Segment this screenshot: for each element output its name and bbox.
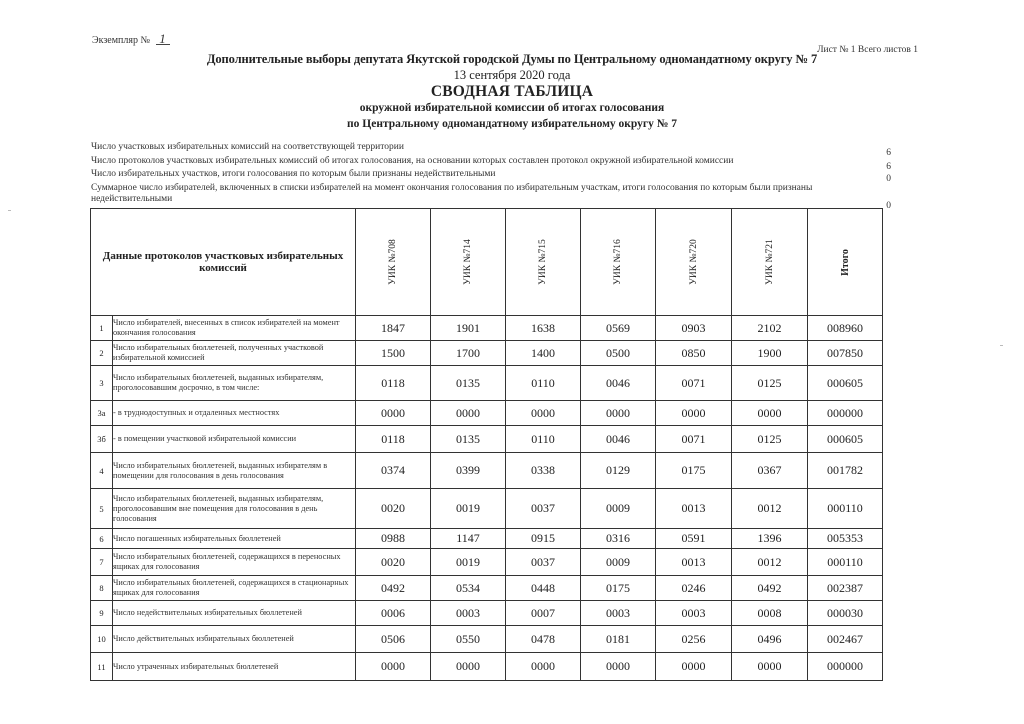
value-cell: 0012 — [732, 549, 808, 576]
value-cell: 0009 — [581, 489, 656, 529]
value-cell: 0003 — [431, 601, 506, 626]
row-label: Число избирательных бюллетеней, содержащихся в стационарных ящиках для голосования — [113, 576, 356, 601]
total-cell: 000030 — [808, 601, 883, 626]
value-cell: 0046 — [581, 366, 656, 401]
value-cell: 0007 — [506, 601, 581, 626]
results-table — [90, 208, 883, 681]
document-subtitle-1: окружной избирательной комиссии об итогах голосования — [359, 102, 665, 114]
value-cell: 0000 — [732, 653, 808, 681]
value-cell: 0591 — [656, 529, 732, 549]
table-row — [91, 653, 883, 681]
row-number: 11 — [91, 653, 113, 681]
table-row — [91, 426, 883, 453]
value-cell: 0000 — [506, 401, 581, 426]
summary-label: Число участковых избирательных комиссий на соответствующей территории — [91, 142, 404, 152]
value-cell: 0000 — [356, 401, 431, 426]
column-header-label: УИК №714 — [463, 239, 473, 285]
table-row — [91, 489, 883, 529]
table-row — [91, 576, 883, 601]
value-cell: 0256 — [656, 626, 732, 653]
summary-line-3 — [91, 169, 891, 184]
column-header-label: УИК №715 — [538, 239, 548, 285]
table-header-row — [91, 209, 883, 316]
column-header-label: УИК №716 — [613, 239, 623, 285]
value-cell: 0000 — [581, 401, 656, 426]
row-number: 3а — [91, 401, 113, 426]
summary-value: 0 — [886, 201, 891, 211]
column-header-label: УИК №708 — [388, 239, 398, 285]
value-cell: 0000 — [506, 653, 581, 681]
column-header-uik-708 — [356, 209, 431, 316]
sheet-info: Лист № 1 Всего листов 1 — [817, 45, 918, 55]
value-cell: 1700 — [431, 341, 506, 366]
row-number: 10 — [91, 626, 113, 653]
value-cell: 0246 — [656, 576, 732, 601]
value-cell: 0003 — [656, 601, 732, 626]
value-cell: 1900 — [732, 341, 808, 366]
value-cell: 0000 — [431, 653, 506, 681]
summary-line-2 — [91, 156, 891, 172]
value-cell: 0110 — [506, 426, 581, 453]
value-cell: 0009 — [581, 549, 656, 576]
value-cell: 0915 — [506, 529, 581, 549]
summary-label: Число избирательных участков, итоги голосования по которым были признаны недействительными — [91, 169, 496, 179]
value-cell: 0037 — [506, 489, 581, 529]
row-label: - в труднодоступных и отдаленных местностях — [113, 401, 356, 426]
value-cell: 0181 — [581, 626, 656, 653]
value-cell: 0000 — [581, 653, 656, 681]
value-cell: 1400 — [506, 341, 581, 366]
row-number: 9 — [91, 601, 113, 626]
value-cell: 0046 — [581, 426, 656, 453]
row-label: Число погашенных избирательных бюллетеней — [113, 529, 356, 549]
table-row — [91, 529, 883, 549]
value-cell: 0175 — [581, 576, 656, 601]
value-cell: 0506 — [356, 626, 431, 653]
row-label: Число избирательных бюллетеней, выданных избирателям, проголосовавшим досрочно, в том числе: — [113, 366, 356, 401]
table-row — [91, 453, 883, 489]
column-header-label: УИК №720 — [688, 239, 699, 285]
summary-label: Число протоколов участковых избирательных комиссий об итогах голосования, на основании которых составлен протокол окружной избирательной комиссии — [91, 156, 734, 166]
value-cell: 0110 — [506, 366, 581, 401]
total-cell: 000605 — [808, 366, 883, 401]
value-cell: 0037 — [506, 549, 581, 576]
row-label: - в помещении участковой избирательной комиссии — [113, 426, 356, 453]
summary-value: 6 — [886, 148, 891, 158]
value-cell: 0000 — [431, 401, 506, 426]
table-row — [91, 626, 883, 653]
value-cell: 0500 — [581, 341, 656, 366]
column-header-label: Итого — [839, 248, 851, 276]
table-row — [91, 366, 883, 401]
row-number: 8 — [91, 576, 113, 601]
value-cell: 0850 — [656, 341, 732, 366]
value-cell: 1847 — [356, 316, 431, 341]
value-cell: 0988 — [356, 529, 431, 549]
value-cell: 0374 — [356, 453, 431, 489]
copy-number-handwritten: 1 — [156, 33, 170, 45]
row-label: Число действительных избирательных бюллетеней — [113, 626, 356, 653]
total-cell: 000000 — [808, 401, 883, 426]
table-row — [91, 316, 883, 341]
total-cell: 000110 — [808, 489, 883, 529]
election-date: 13 сентября 2020 года — [453, 68, 571, 82]
summary-value: 0 — [886, 174, 891, 184]
value-cell: 0019 — [431, 549, 506, 576]
value-cell: 0448 — [506, 576, 581, 601]
value-cell: 1500 — [356, 341, 431, 366]
value-cell: 0903 — [656, 316, 732, 341]
value-cell: 0006 — [356, 601, 431, 626]
value-cell: 0534 — [431, 576, 506, 601]
summary-label: Суммарное число избирателей, включенных в списки избирателей на момент окончания голосования по избирательным участкам, итоги голосования по которым были признаны недействительными — [91, 183, 813, 204]
row-label: Число избирательных бюллетеней, полученных участковой избирательной комиссией — [113, 341, 356, 366]
row-number: 4 — [91, 453, 113, 489]
value-cell: 0000 — [732, 401, 808, 426]
row-number: 7 — [91, 549, 113, 576]
copy-number-label — [92, 33, 170, 46]
copy-label-text: Экземпляр № — [92, 35, 151, 46]
summary-value: 6 — [886, 162, 891, 172]
value-cell: 0338 — [506, 453, 581, 489]
value-cell: 0013 — [656, 549, 732, 576]
total-cell: 000110 — [808, 549, 883, 576]
value-cell: 0118 — [356, 426, 431, 453]
column-header-description: Данные протоколов участковых избирательных комиссий — [91, 209, 356, 316]
table-row — [91, 341, 883, 366]
row-number: 3 — [91, 366, 113, 401]
row-label: Число избирательных бюллетеней, выданных избирателям, проголосовавшим вне помещения для голосования в день голосования — [113, 489, 356, 529]
row-label: Число избирательных бюллетеней, выданных избирателям в помещении для голосования в день голосования — [113, 453, 356, 489]
table-row — [91, 601, 883, 626]
total-cell: 002387 — [808, 576, 883, 601]
table-row — [91, 401, 883, 426]
total-cell: 008960 — [808, 316, 883, 341]
value-cell: 1638 — [506, 316, 581, 341]
value-cell: 0496 — [732, 626, 808, 653]
total-cell: 002467 — [808, 626, 883, 653]
value-cell: 0492 — [356, 576, 431, 601]
value-cell: 0367 — [732, 453, 808, 489]
table-row — [91, 549, 883, 576]
value-cell: 0003 — [581, 601, 656, 626]
value-cell: 0175 — [656, 453, 732, 489]
row-number: 6 — [91, 529, 113, 549]
value-cell: 0012 — [732, 489, 808, 529]
value-cell: 0125 — [732, 366, 808, 401]
value-cell: 1901 — [431, 316, 506, 341]
row-number: 2 — [91, 341, 113, 366]
value-cell: 0013 — [656, 489, 732, 529]
column-header-label: УИК №721 — [764, 239, 775, 285]
value-cell: 0129 — [581, 453, 656, 489]
row-label: Число утраченных избирательных бюллетеней — [113, 653, 356, 681]
value-cell: 0550 — [431, 626, 506, 653]
total-cell: 005353 — [808, 529, 883, 549]
column-header-uik-714 — [431, 209, 506, 316]
row-label: Число избирателей, внесенных в список избирателей на момент окончания голосования — [113, 316, 356, 341]
value-cell: 1396 — [732, 529, 808, 549]
value-cell: 0492 — [732, 576, 808, 601]
row-number: 5 — [91, 489, 113, 529]
value-cell: 0071 — [656, 426, 732, 453]
value-cell: 0399 — [431, 453, 506, 489]
election-title: Дополнительные выборы депутата Якутской городской Думы по Центральному одномандатному округу № 7 — [206, 52, 818, 66]
value-cell: 0019 — [431, 489, 506, 529]
value-cell: 0020 — [356, 489, 431, 529]
value-cell: 0000 — [656, 653, 732, 681]
value-cell: 0569 — [581, 316, 656, 341]
value-cell: 0316 — [581, 529, 656, 549]
row-number: 3б — [91, 426, 113, 453]
value-cell: 0125 — [732, 426, 808, 453]
column-header-uik-721 — [732, 209, 808, 316]
column-header-uik-716 — [581, 209, 656, 316]
column-header-uik-720 — [656, 209, 732, 316]
total-cell: 000000 — [808, 653, 883, 681]
document-title: СВОДНАЯ ТАБЛИЦА — [430, 83, 594, 100]
value-cell: 0071 — [656, 366, 732, 401]
total-cell: 000605 — [808, 426, 883, 453]
value-cell: 0000 — [356, 653, 431, 681]
value-cell: 2102 — [732, 316, 808, 341]
summary-line-1 — [91, 142, 891, 158]
value-cell: 1147 — [431, 529, 506, 549]
total-cell: 001782 — [808, 453, 883, 489]
value-cell: 0000 — [656, 401, 732, 426]
column-header-total — [808, 209, 883, 316]
row-label: Число избирательных бюллетеней, содержащихся в переносных ящиках для голосования — [113, 549, 356, 576]
document-subtitle-2: по Центральному одномандатному избирательному округу № 7 — [347, 118, 677, 130]
value-cell: 0020 — [356, 549, 431, 576]
value-cell: 0135 — [431, 366, 506, 401]
row-number: 1 — [91, 316, 113, 341]
column-header-uik-715 — [506, 209, 581, 316]
value-cell: 0008 — [732, 601, 808, 626]
total-cell: 007850 — [808, 341, 883, 366]
row-label: Число недействительных избирательных бюллетеней — [113, 601, 356, 626]
value-cell: 0478 — [506, 626, 581, 653]
value-cell: 0135 — [431, 426, 506, 453]
summary-line-4 — [91, 183, 891, 211]
value-cell: 0118 — [356, 366, 431, 401]
